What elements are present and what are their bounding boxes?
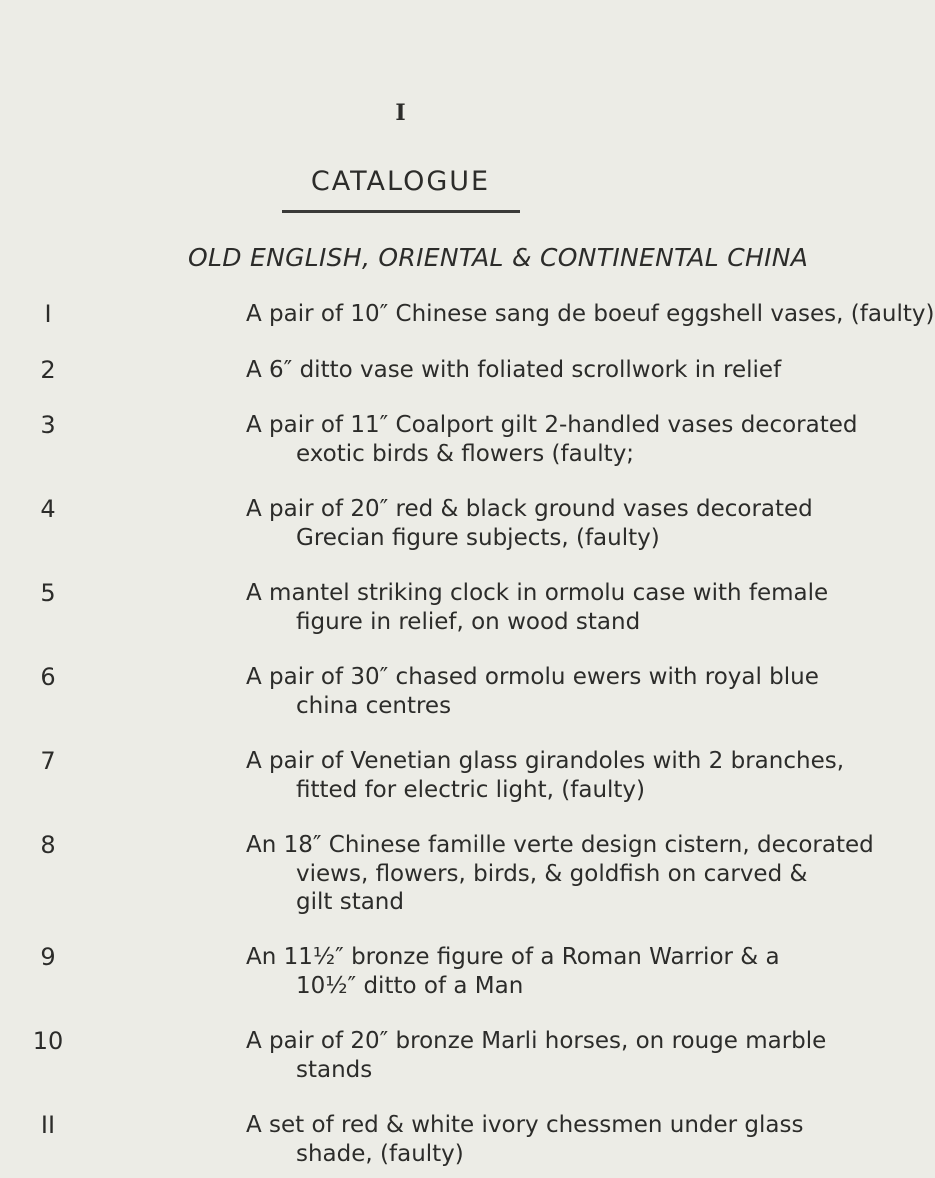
lot-description (246, 1027, 827, 1084)
lot-number: 2 (40, 355, 56, 384)
lot-line: A pair of 20″ red & black ground vases decorated (246, 496, 813, 523)
lot-line: views, flowers, birds, & goldfish on carved & (296, 860, 808, 887)
lot-line: fitted for electric light, (faulty) (296, 776, 646, 803)
lot-line: A pair of 20″ bronze Marli horses, on rouge marble (246, 1028, 827, 1055)
lot-description (246, 747, 845, 804)
lot-number: 10 (32, 1027, 64, 1056)
lot-description (246, 300, 935, 328)
lot-number: I (44, 300, 52, 328)
lot-number: 6 (40, 663, 56, 692)
lot-number: 3 (40, 411, 56, 440)
lot-line: stands (296, 1056, 373, 1083)
catalogue-heading: CATALOGUE (310, 166, 491, 197)
lot-line: figure in relief, on wood stand (296, 608, 641, 635)
lot-line: A set of red & white ivory chessmen under glass (246, 1112, 804, 1139)
lot-line: A pair of 10″ Chinese sang de boeuf eggshell vases, (faulty) (246, 301, 935, 327)
lot-line: A 6″ ditto vase with foliated scrollwork in relief (246, 356, 782, 383)
lot-line: A pair of 11″ Coalport gilt 2-handled vases decorated (246, 412, 858, 439)
lot-line: china centres (296, 692, 452, 719)
lot-line: shade, (faulty) (296, 1140, 464, 1167)
lot-line: gilt stand (296, 888, 404, 915)
lot-number: 7 (40, 747, 56, 776)
lot-description (246, 411, 858, 468)
lot-line: An 18″ Chinese famille verte design cistern, decorated (246, 832, 874, 859)
page-number: I (395, 100, 406, 126)
lot-number: 9 (40, 943, 56, 972)
lot-number: 5 (40, 579, 56, 608)
lot-description (246, 663, 819, 720)
heading-underline (282, 210, 520, 213)
lot-line: Grecian figure subjects, (faulty) (296, 524, 660, 551)
lot-line: A pair of Venetian glass girandoles with 2 branches, (246, 748, 845, 775)
lot-description (246, 356, 806, 384)
lot-description (246, 495, 813, 552)
lot-number: 4 (40, 495, 56, 524)
lot-line: exotic birds & flowers (faulty; (296, 440, 635, 467)
section-subheading: OLD ENGLISH, ORIENTAL & CONTINENTAL CHINA (188, 243, 809, 272)
lot-description (246, 1111, 806, 1168)
lot-description (246, 579, 829, 636)
lot-line: An 11½″ bronze figure of a Roman Warrior & a (246, 944, 780, 971)
lot-line: 10½″ ditto of a Man (296, 972, 524, 999)
lot-line: A pair of 30″ chased ormolu ewers with royal blue (246, 664, 819, 691)
lot-line: A mantel striking clock in ormolu case with female (246, 580, 829, 607)
lot-description (246, 943, 806, 1000)
lot-number: 8 (40, 831, 56, 860)
lot-description (246, 831, 874, 916)
lot-number: II (40, 1111, 56, 1140)
